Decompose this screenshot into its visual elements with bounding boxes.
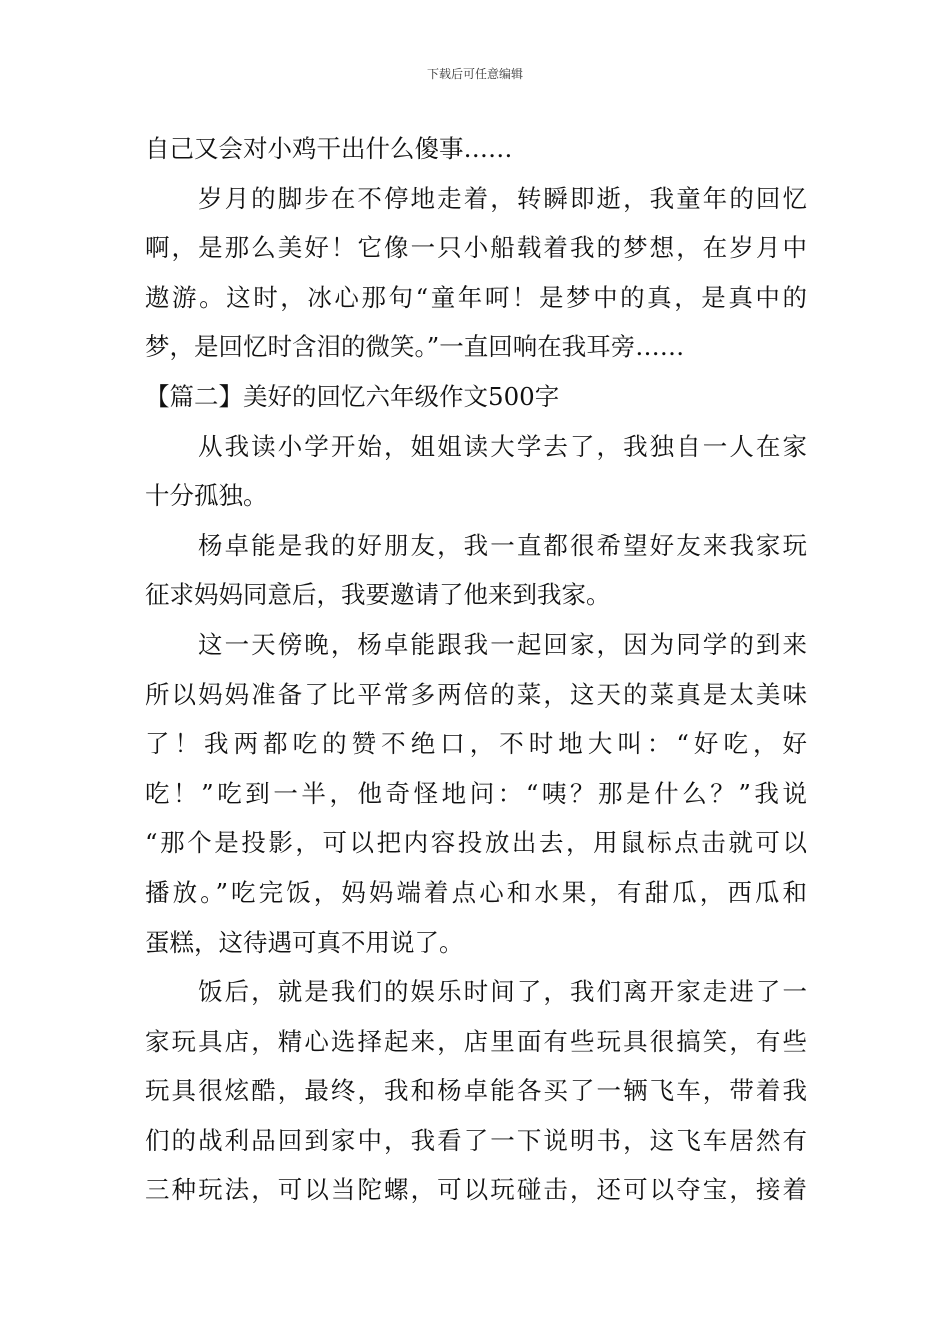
- text-line: “那个是投影，可以把内容投放出去，用鼠标点击就可以: [145, 828, 807, 858]
- text-line: 从我读小学开始，姐姐读大学去了，我独自一人在家: [198, 431, 807, 461]
- text-line: 播放。”吃完饭，妈妈端着点心和水果，有甜瓜，西瓜和: [145, 877, 807, 907]
- text-line: 征求妈妈同意后，我要邀请了他来到我家。: [145, 580, 611, 610]
- text-line: 饭后，就是我们的娱乐时间了，我们离开家走进了一: [198, 977, 807, 1007]
- page-header-note: 下载后可任意编辑: [426, 67, 523, 81]
- text-line: 们的战利品回到家中，我看了一下说明书，这飞车居然有: [145, 1125, 807, 1155]
- text-line: 所以妈妈准备了比平常多两倍的菜，这天的菜真是太美味: [145, 679, 807, 709]
- text-line: 梦，是回忆时含泪的微笑。”一直回响在我耳旁……: [145, 332, 685, 362]
- text-line: 玩具很炫酷，最终，我和杨卓能各买了一辆飞车，带着我: [145, 1076, 807, 1106]
- text-line: 蛋糕，这待遇可真不用说了。: [145, 927, 464, 957]
- text-line: 杨卓能是我的好朋友，我一直都很希望好友来我家玩: [198, 530, 807, 560]
- text-line: 十分孤独。: [145, 481, 268, 511]
- text-line: 吃！”吃到一半，他奇怪地问：“咦？那是什么？”我说: [145, 778, 807, 808]
- text-line: 了！我两都吃的赞不绝口，不时地大叫：“好吃，好: [145, 729, 807, 759]
- text-line: 【篇二】美好的回忆六年级作文500字: [145, 381, 560, 411]
- text-line: 家玩具店，精心选择起来，店里面有些玩具很搞笑，有些: [145, 1026, 807, 1056]
- article-body: [145, 124, 807, 1215]
- text-line: 遨游。这时，冰心那句“童年呵！是梦中的真，是真中的: [145, 282, 807, 312]
- text-line: 自己又会对小鸡干出什么傻事……: [145, 134, 513, 163]
- text-line: 这一天傍晚，杨卓能跟我一起回家，因为同学的到来: [198, 629, 807, 659]
- text-line: 啊，是那么美好！它像一只小船载着我的梦想，在岁月中: [145, 233, 807, 263]
- text-line: 三种玩法，可以当陀螺，可以玩碰击，还可以夺宝，接着: [145, 1175, 807, 1205]
- text-line: 岁月的脚步在不停地走着，转瞬即逝，我童年的回忆: [198, 183, 807, 213]
